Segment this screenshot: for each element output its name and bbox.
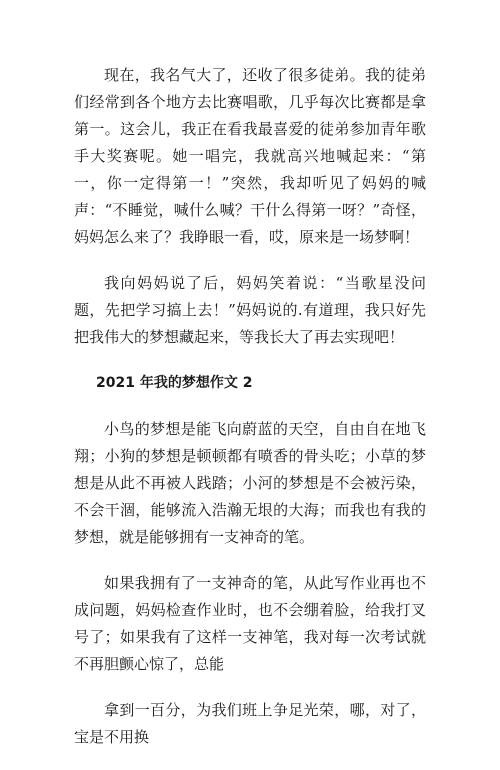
paragraph-cut-off: 拿到一百分，为我们班上争足光荣，哪，对了，宝是不用换 (74, 701, 426, 746)
paragraph-dream-singer: 现在，我名气大了，还收了很多徒弟。我的徒弟们经常到各个地方去比赛唱歌，几乎每次比赛都是拿第一。这会儿，我正在看我最喜爱的徒弟参加青年歌手大奖赛呢。她一唱完，我就高兴地喊起来：“第一，你一定得第一！”突然，我却听见了妈妈的喊声：“不睡觉，喊什么喊？干什么得第一呀？”奇怪，妈妈怎么来了？我睁眼一看，哎，原来是一场梦啊！ (74, 66, 426, 246)
paragraph-dreams-list: 小鸟的梦想是能飞向蔚蓝的天空，自由自在地飞翔；小狗的梦想是顿顿都有喷香的骨头吃；小草的梦想是从此不再被人践踏；小河的梦想是不会被污染，不会干涸，能够流入浩瀚无垠的大海；而我也有我的梦想，就是能够拥有一支神奇的笔。 (74, 420, 426, 546)
section-heading: 2021 年我的梦想作文 2 (96, 375, 253, 391)
paragraph-mother-advice: 我向妈妈说了后，妈妈笑着说：“当歌星没问题，先把学习搞上去！”妈妈说的.有道理，我只好先把我伟大的梦想藏起来，等我长大了再去实现吧！ (74, 274, 426, 346)
article-body (74, 62, 426, 770)
paragraph-magic-pen: 如果我拥有了一支神奇的笔，从此写作业再也不成问题，妈妈检查作业时，也不会绷着脸，给我打叉号了；如果我有了这样一支神笔，我对每一次考试就不再胆颤心惊了，总能 (74, 574, 426, 673)
